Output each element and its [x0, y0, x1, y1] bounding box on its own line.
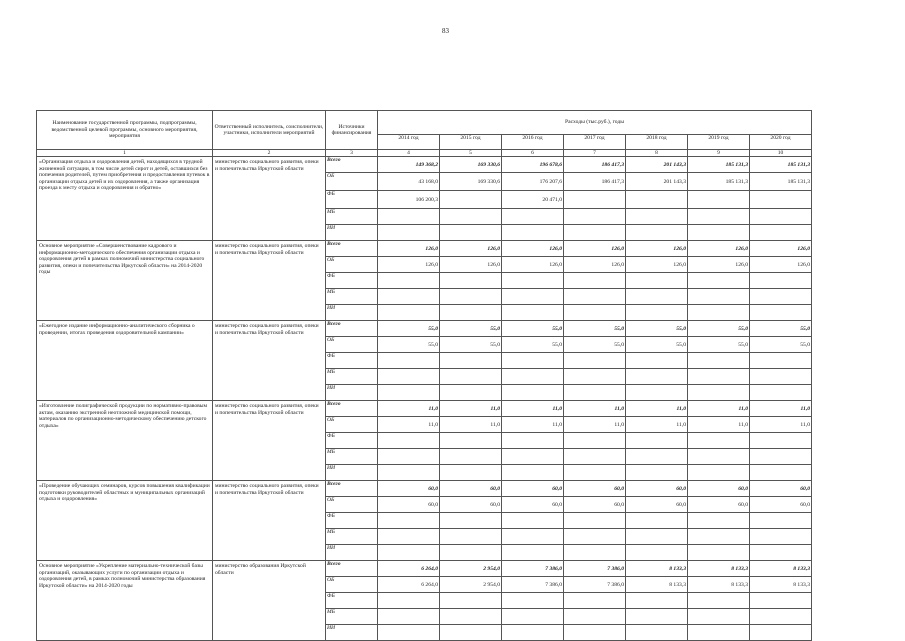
- header-expenses: Расходы (тыс.руб.), годы: [378, 111, 812, 135]
- expense-value: [440, 465, 502, 481]
- expense-value: [378, 449, 440, 465]
- expense-value: 55,0: [502, 337, 564, 353]
- expense-value: 8 133,3: [626, 577, 688, 593]
- expense-value: [750, 529, 812, 545]
- expense-value: [378, 273, 440, 289]
- funding-source: МБ: [326, 209, 378, 225]
- expense-value: [564, 625, 626, 641]
- funding-source: Всего: [326, 321, 378, 337]
- expense-value: [626, 369, 688, 385]
- expense-value: [626, 191, 688, 209]
- year-2017: 2017 год: [564, 135, 626, 150]
- funding-source: МБ: [326, 609, 378, 625]
- expense-value: 2 954,0: [440, 561, 502, 577]
- expense-value: [378, 465, 440, 481]
- responsible-executor: министерство социального развития, опеки и попечительства Иркутской области: [213, 241, 326, 321]
- expense-value: 126,0: [750, 241, 812, 257]
- expense-value: [626, 273, 688, 289]
- expense-value: [688, 305, 750, 321]
- expense-value: [564, 385, 626, 401]
- expense-value: [750, 433, 812, 449]
- expense-value: 126,0: [502, 241, 564, 257]
- expense-value: [688, 209, 750, 225]
- table-row: [37, 481, 812, 497]
- expense-value: 126,0: [564, 257, 626, 273]
- col-index: 7: [564, 150, 626, 157]
- expense-value: 8 133,3: [750, 577, 812, 593]
- expense-value: 201 143,3: [626, 157, 688, 173]
- expense-value: 8 133,3: [626, 561, 688, 577]
- expense-value: [378, 289, 440, 305]
- expense-value: [688, 545, 750, 561]
- expense-value: 55,0: [440, 321, 502, 337]
- expense-value: [440, 529, 502, 545]
- funding-source: ОБ: [326, 497, 378, 513]
- expense-value: 7 386,0: [564, 577, 626, 593]
- funding-source: МБ: [326, 449, 378, 465]
- expense-value: [688, 449, 750, 465]
- expense-value: [626, 353, 688, 369]
- expense-value: [440, 449, 502, 465]
- expense-value: [626, 449, 688, 465]
- expense-value: 169 330,6: [440, 157, 502, 173]
- expense-value: [378, 513, 440, 529]
- funding-source: ФБ: [326, 433, 378, 449]
- col-index: 2: [213, 150, 326, 157]
- expense-value: [502, 513, 564, 529]
- expense-value: [688, 593, 750, 609]
- expense-value: 60,0: [440, 497, 502, 513]
- expense-value: [688, 273, 750, 289]
- expense-value: 8 133,3: [688, 577, 750, 593]
- expense-value: [564, 609, 626, 625]
- expense-value: 11,0: [440, 401, 502, 417]
- expense-value: 176 207,6: [502, 173, 564, 191]
- expense-value: [440, 385, 502, 401]
- expense-value: 169 330,6: [440, 173, 502, 191]
- expense-value: [378, 225, 440, 241]
- expense-value: [626, 225, 688, 241]
- year-2020: 2020 год: [750, 135, 812, 150]
- col-index: 6: [502, 150, 564, 157]
- expense-value: [626, 529, 688, 545]
- activity-name: «Изготовление полиграфической продукции по нормативно-правовым актам, оказанию экстренной неотложной медицинской помощи, материалов по организационно-методическому обеспечению детского отдыха»: [37, 401, 213, 481]
- table-row: [37, 401, 812, 417]
- expense-value: 201 143,3: [626, 173, 688, 191]
- expense-value: 11,0: [440, 417, 502, 433]
- expense-value: 55,0: [626, 337, 688, 353]
- expense-value: 20 471,0: [502, 191, 564, 209]
- expense-value: [502, 273, 564, 289]
- expense-value: [750, 289, 812, 305]
- funding-source: ИИ: [326, 545, 378, 561]
- responsible-executor: министерство социального развития, опеки и попечительства Иркутской области: [213, 321, 326, 401]
- funding-source: ОБ: [326, 173, 378, 191]
- expense-value: [440, 305, 502, 321]
- expense-value: [750, 209, 812, 225]
- expense-value: 55,0: [564, 321, 626, 337]
- expense-value: 126,0: [626, 241, 688, 257]
- expense-value: [378, 305, 440, 321]
- expense-value: [626, 289, 688, 305]
- expense-value: [688, 433, 750, 449]
- activity-name: «Проведение обучающих семинаров, курсов повышения квалификации подготовки руководителей областных и муниципальных организаций отдыха и оздоровления»: [37, 481, 213, 561]
- expense-value: 60,0: [440, 481, 502, 497]
- expense-value: [440, 545, 502, 561]
- expense-value: [564, 369, 626, 385]
- expense-value: [440, 289, 502, 305]
- expense-value: 186 417,3: [564, 157, 626, 173]
- expense-value: [688, 609, 750, 625]
- expense-value: [688, 289, 750, 305]
- expense-value: 185 131,3: [688, 157, 750, 173]
- expense-value: 126,0: [564, 241, 626, 257]
- expense-value: 126,0: [440, 257, 502, 273]
- column-index-row: [37, 150, 812, 157]
- funding-source: Всего: [326, 481, 378, 497]
- expense-value: 43 168,0: [378, 173, 440, 191]
- expense-value: [626, 545, 688, 561]
- expense-value: 11,0: [750, 401, 812, 417]
- expense-value: [688, 625, 750, 641]
- expense-value: [626, 609, 688, 625]
- expense-value: [750, 273, 812, 289]
- activity-name: «Ежегодное издание информационно-аналитического сборника о проведении, итогах проведения оздоровительной кампании»: [37, 321, 213, 401]
- expense-value: [378, 353, 440, 369]
- expense-value: [750, 191, 812, 209]
- expense-value: [378, 609, 440, 625]
- expense-value: [440, 513, 502, 529]
- activity-name: Основное мероприятие «Совершенствование кадрового и информационно-методического обеспечения организации отдыха и оздоровления детей в рамках полномочий министерства социального развития, опеки и попечительства Иркутской области» на 2014-2020 годы: [37, 241, 213, 321]
- expense-value: 186 417,3: [564, 173, 626, 191]
- funding-source: ФБ: [326, 273, 378, 289]
- expense-value: 55,0: [378, 321, 440, 337]
- expense-value: [564, 465, 626, 481]
- funding-source: Всего: [326, 241, 378, 257]
- expense-value: 55,0: [626, 321, 688, 337]
- expense-value: 11,0: [688, 417, 750, 433]
- expense-value: 185 131,3: [750, 157, 812, 173]
- expense-value: [502, 593, 564, 609]
- funding-source: ФБ: [326, 513, 378, 529]
- expense-value: 60,0: [688, 497, 750, 513]
- expense-value: 149 368,2: [378, 157, 440, 173]
- funding-source: Всего: [326, 561, 378, 577]
- expense-value: [688, 191, 750, 209]
- table-row: [37, 157, 812, 173]
- expense-value: [564, 545, 626, 561]
- col-index: 1: [37, 150, 213, 157]
- expense-value: [750, 305, 812, 321]
- expense-value: [750, 465, 812, 481]
- expense-value: 55,0: [750, 337, 812, 353]
- expense-value: [564, 529, 626, 545]
- expense-value: 60,0: [750, 497, 812, 513]
- expense-value: [564, 289, 626, 305]
- expense-value: 6 264,0: [378, 561, 440, 577]
- funding-source: ОБ: [326, 577, 378, 593]
- funding-source: ИИ: [326, 465, 378, 481]
- expense-value: [626, 209, 688, 225]
- expense-value: [502, 465, 564, 481]
- expense-value: [440, 433, 502, 449]
- expense-value: 11,0: [626, 417, 688, 433]
- funding-source: ФБ: [326, 353, 378, 369]
- expense-value: 11,0: [750, 417, 812, 433]
- col-index: 9: [688, 150, 750, 157]
- expense-value: 60,0: [564, 481, 626, 497]
- expense-value: [378, 545, 440, 561]
- expense-value: 60,0: [626, 481, 688, 497]
- year-2019: 2019 год: [688, 135, 750, 150]
- header-name: Наименование государственной программы, подпрограммы, ведомственной целевой программы, основного мероприятия, мероприятия: [37, 111, 213, 150]
- expense-value: [564, 433, 626, 449]
- expense-value: 55,0: [688, 337, 750, 353]
- expense-value: [440, 225, 502, 241]
- funding-source: МБ: [326, 529, 378, 545]
- expense-value: 185 131,3: [750, 173, 812, 191]
- expense-value: 55,0: [378, 337, 440, 353]
- expense-value: 106 200,3: [378, 191, 440, 209]
- table-row: [37, 321, 812, 337]
- expense-value: [378, 529, 440, 545]
- expense-value: 60,0: [564, 497, 626, 513]
- funding-source: ИИ: [326, 305, 378, 321]
- expense-value: [440, 191, 502, 209]
- funding-source: МБ: [326, 289, 378, 305]
- expense-value: 7 386,0: [564, 561, 626, 577]
- expense-value: [502, 529, 564, 545]
- expense-value: [440, 273, 502, 289]
- expense-value: [502, 289, 564, 305]
- expense-value: [502, 385, 564, 401]
- expense-value: [688, 465, 750, 481]
- responsible-executor: министерство социального развития, опеки и попечительства Иркутской области: [213, 481, 326, 561]
- expense-value: 11,0: [564, 401, 626, 417]
- expense-value: [378, 209, 440, 225]
- expense-value: [378, 625, 440, 641]
- page-number: 83: [442, 27, 449, 35]
- responsible-executor: министерство образования Иркутской области: [213, 561, 326, 641]
- expense-value: [688, 225, 750, 241]
- expense-value: [750, 609, 812, 625]
- funding-source: ОБ: [326, 257, 378, 273]
- expense-value: [750, 225, 812, 241]
- expense-value: [502, 305, 564, 321]
- expense-value: [750, 545, 812, 561]
- expense-value: [440, 625, 502, 641]
- expense-value: 7 386,0: [502, 561, 564, 577]
- expense-value: [626, 433, 688, 449]
- table-row: [37, 241, 812, 257]
- expense-value: 126,0: [378, 241, 440, 257]
- expense-value: [440, 369, 502, 385]
- expense-value: [502, 609, 564, 625]
- expense-value: [564, 353, 626, 369]
- expense-value: [440, 353, 502, 369]
- year-2014: 2014 год: [378, 135, 440, 150]
- expense-value: [688, 385, 750, 401]
- year-2018: 2018 год: [626, 135, 688, 150]
- funding-source: ИИ: [326, 385, 378, 401]
- funding-source: ИИ: [326, 225, 378, 241]
- expense-value: 11,0: [502, 401, 564, 417]
- expense-value: [502, 209, 564, 225]
- expense-value: 11,0: [502, 417, 564, 433]
- responsible-executor: министерство социального развития, опеки и попечительства Иркутской области: [213, 401, 326, 481]
- col-index: 4: [378, 150, 440, 157]
- expense-value: [750, 353, 812, 369]
- expense-value: [378, 385, 440, 401]
- activity-name: «Организация отдыха и оздоровления детей, находящихся в трудной жизненной ситуации, в том числе детей сирот и детей, оставшихся без попечения родителей, путем приобретения и предоставления путевок в организации отдыха детей и их оздоровления, а также организация проезда к месту отдыха и оздоровления и обратно»: [37, 157, 213, 241]
- expense-value: 7 386,0: [502, 577, 564, 593]
- expense-value: [626, 625, 688, 641]
- expense-value: [564, 305, 626, 321]
- col-index: 3: [326, 150, 378, 157]
- table-body: [37, 157, 812, 641]
- expense-value: [750, 449, 812, 465]
- expense-value: 55,0: [750, 321, 812, 337]
- year-2016: 2016 год: [502, 135, 564, 150]
- expense-value: [750, 593, 812, 609]
- funding-source: ФБ: [326, 191, 378, 209]
- expense-value: 126,0: [502, 257, 564, 273]
- expense-value: [564, 273, 626, 289]
- expense-value: 55,0: [688, 321, 750, 337]
- expense-value: 60,0: [688, 481, 750, 497]
- expense-value: [688, 513, 750, 529]
- expense-value: [626, 305, 688, 321]
- year-2015: 2015 год: [440, 135, 502, 150]
- expense-value: 11,0: [378, 401, 440, 417]
- funding-source: ОБ: [326, 417, 378, 433]
- expense-value: 6 264,0: [378, 577, 440, 593]
- expense-value: [688, 369, 750, 385]
- expense-value: 8 133,3: [688, 561, 750, 577]
- expense-value: [502, 433, 564, 449]
- expense-value: [502, 449, 564, 465]
- expense-value: 126,0: [378, 257, 440, 273]
- responsible-executor: министерство социального развития, опеки и попечительства Иркутской области: [213, 157, 326, 241]
- expense-value: [626, 513, 688, 529]
- expense-value: 196 678,6: [502, 157, 564, 173]
- expense-value: [564, 513, 626, 529]
- col-index: 10: [750, 150, 812, 157]
- expense-value: 60,0: [502, 481, 564, 497]
- expense-value: 126,0: [688, 241, 750, 257]
- expense-value: [440, 593, 502, 609]
- expense-value: [750, 385, 812, 401]
- expense-value: [626, 385, 688, 401]
- expense-value: [626, 593, 688, 609]
- expense-value: [502, 625, 564, 641]
- expense-value: 11,0: [688, 401, 750, 417]
- funding-source: ИИ: [326, 625, 378, 641]
- expense-value: [564, 449, 626, 465]
- expense-value: [502, 353, 564, 369]
- expense-value: 126,0: [750, 257, 812, 273]
- expense-value: 126,0: [626, 257, 688, 273]
- expense-value: 11,0: [378, 417, 440, 433]
- expense-value: 8 133,3: [750, 561, 812, 577]
- expense-value: 60,0: [502, 497, 564, 513]
- expense-value: [750, 513, 812, 529]
- expense-value: [688, 529, 750, 545]
- expense-value: 55,0: [564, 337, 626, 353]
- funding-source: МБ: [326, 369, 378, 385]
- expense-value: 60,0: [750, 481, 812, 497]
- expense-value: [564, 209, 626, 225]
- expense-value: 55,0: [440, 337, 502, 353]
- funding-source: Всего: [326, 157, 378, 173]
- expense-value: [378, 369, 440, 385]
- expense-value: 126,0: [440, 241, 502, 257]
- expense-value: 60,0: [378, 481, 440, 497]
- expense-value: [502, 225, 564, 241]
- expense-value: [750, 369, 812, 385]
- activity-name: Основное мероприятие «Укрепление материально-технической базы организаций, оказывающих услуги по организации отдыха и оздоровления детей, в рамках полномочий министерства образования Иркутской области» на 2014-2020 годы: [37, 561, 213, 641]
- table-row: [37, 561, 812, 577]
- expense-value: 11,0: [626, 401, 688, 417]
- expense-value: 185 131,3: [688, 173, 750, 191]
- header-sources: Источники финансирования: [326, 111, 378, 150]
- expense-value: [502, 545, 564, 561]
- expense-value: [564, 191, 626, 209]
- expense-value: 55,0: [502, 321, 564, 337]
- expense-value: [440, 609, 502, 625]
- expense-value: 11,0: [564, 417, 626, 433]
- expense-value: 60,0: [626, 497, 688, 513]
- expense-value: [564, 225, 626, 241]
- col-index: 5: [440, 150, 502, 157]
- expense-value: 2 954,0: [440, 577, 502, 593]
- funding-source: Всего: [326, 401, 378, 417]
- expense-value: 126,0: [688, 257, 750, 273]
- expense-value: [440, 209, 502, 225]
- expense-value: [502, 369, 564, 385]
- expense-value: [626, 465, 688, 481]
- expense-value: [750, 625, 812, 641]
- budget-table: [36, 110, 812, 641]
- expense-value: [688, 353, 750, 369]
- funding-source: ОБ: [326, 337, 378, 353]
- col-index: 8: [626, 150, 688, 157]
- expense-value: [378, 433, 440, 449]
- expense-value: [378, 593, 440, 609]
- funding-source: ФБ: [326, 593, 378, 609]
- expense-value: [564, 593, 626, 609]
- expense-value: 60,0: [378, 497, 440, 513]
- header-responsible: Ответственный исполнитель, соисполнители, участники, исполнители мероприятий: [213, 111, 326, 150]
